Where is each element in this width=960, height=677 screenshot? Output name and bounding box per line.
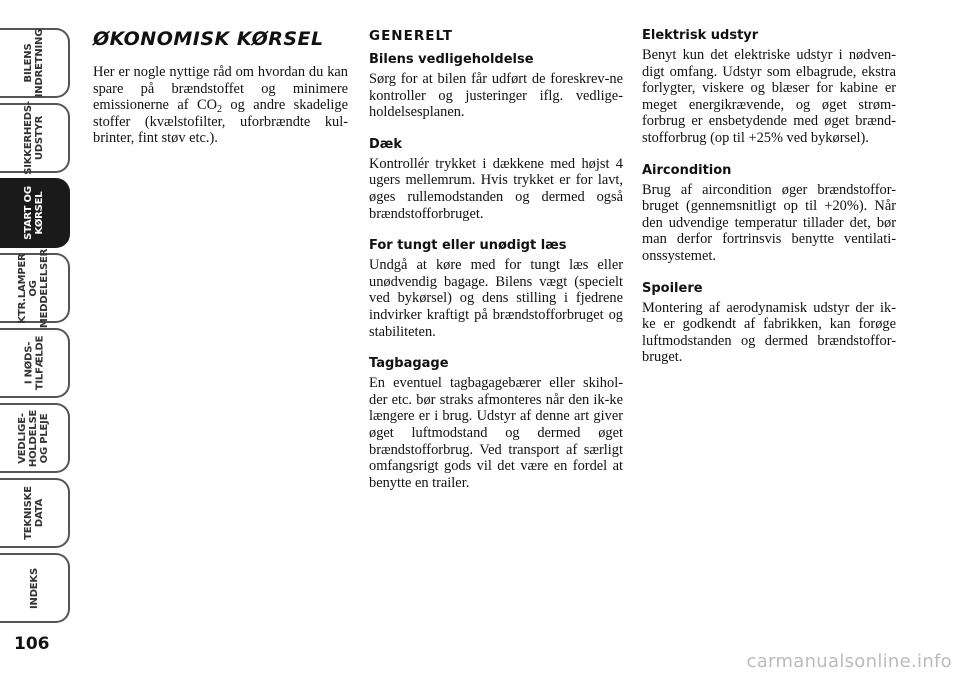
column-general <box>369 28 623 503</box>
subheading-tagbagage: Tagbagage <box>369 356 449 372</box>
tab-bilens-indretning[interactable] <box>0 28 70 98</box>
column-intro <box>93 28 348 147</box>
subheading-aircondition: Aircondition <box>642 162 732 178</box>
tab-label: VEDLIGE- HOLDELSE OG PLEJE <box>17 409 51 467</box>
watermark: carmanualsonline.info <box>746 651 952 672</box>
subheading-spoilere: Spoilere <box>642 280 703 296</box>
tab-i-nodstilfaelde[interactable] <box>0 328 70 398</box>
paragraph-spoilere: Montering af aerodynamisk udstyr der ik-ke er godkendt af fabrikken, kan forøge luftmodstanden og dermed brændstoffor-bruget. <box>642 299 896 366</box>
paragraph-tagbagage: En eventuel tagbagagebærer eller skihol-der etc. bør straks afmonteres når den ik-ke længere er i brug. Udstyr af denne art giver øget luftmodstand og dermed øget brændstofforbrug. Ved transport af særligt omfangsrigt gods vil det være en fordel at benytte en trailer. <box>369 375 623 491</box>
tab-start-og-korsel[interactable] <box>0 178 70 248</box>
paragraph-bilens-vedligeholdelse: Sørg for at bilen får udført de foreskrev-ne kontroller og justeringer iflg. vedlige-holdelsesplanen. <box>369 71 623 121</box>
tab-vedligeholdelse[interactable] <box>0 403 70 473</box>
intro-text-continued: og andre skadelige stoffer (kvælstofilter, uforbrændte kul-brinter, fint støv etc.). <box>93 97 348 147</box>
tab-tekniske-data[interactable] <box>0 478 70 548</box>
paragraph-tungt-laes: Undgå at køre med for tungt læs eller unødvendig bagage. Bilens vægt (specielt ved bykørsel) og dens stilling i fjedrene indvirker kraftigt på brændstofforbruget og stabiliteten. <box>369 257 623 340</box>
paragraph-elektrisk-udstyr: Benyt kun det elektriske udstyr i nødven-digt omfang. Udstyr som elbagrude, ekstra forlygter, viskere og blæser for kabine er meget energikrævende, og øget strøm-forbrug er ensbetydende med øget brænd-stofforbrug (op til +25% ved bykørsel). <box>642 47 896 146</box>
tab-label: I NØDS- TILFÆLDE <box>23 335 45 391</box>
page-title: ØKONOMISK KØRSEL <box>93 28 324 50</box>
paragraph-daek: Kontrollér trykket i dækkene med højst 4 ugers mellemrum. Hvis trykket er for lavt, øges rullemodstanden og dermed også brændstofforbruget. <box>369 155 623 222</box>
subheading-daek: Dæk <box>369 136 403 152</box>
tab-indeks[interactable] <box>0 553 70 623</box>
tab-label: START OG KØRSEL <box>23 186 45 240</box>
tab-label: SIKKERHEDS- UDSTYR <box>23 101 46 175</box>
subheading-bilens-vedligeholdelse: Bilens vedligeholdelse <box>369 52 534 67</box>
intro-paragraph <box>93 64 348 147</box>
tab-sikkerhedsudstyr[interactable] <box>0 103 70 173</box>
subheading-tungt-laes: For tungt eller unødigt læs <box>369 238 567 254</box>
tab-label: INDEKS <box>28 567 40 609</box>
tab-label: TEKNISKE DATA <box>23 486 45 540</box>
paragraph-aircondition: Brug af aircondition øger brændstoffor-bruget (gennemsnitligt op til +20%). Når den udvendige temperatur tillader det, bør man derfor fortrinsvis benytte ventilati-onssystemet. <box>642 181 896 264</box>
section-title-generelt: GENERELT <box>369 28 454 44</box>
tab-ktr-lamper[interactable] <box>0 248 70 328</box>
tab-label: BILENS INDRETNING <box>23 28 46 98</box>
subheading-elektrisk-udstyr: Elektrisk udstyr <box>642 28 759 43</box>
intro-text: Her er nogle nyttige råd om hvordan du kan spare på brændstoffet og minimere emissionerne af CO <box>93 64 348 114</box>
tab-label: KTR.LAMPER OG MEDDELELSER <box>17 248 51 328</box>
column-equipment <box>642 28 896 378</box>
page-number: 106 <box>14 634 50 654</box>
co2-subscript: 2 <box>216 104 222 116</box>
